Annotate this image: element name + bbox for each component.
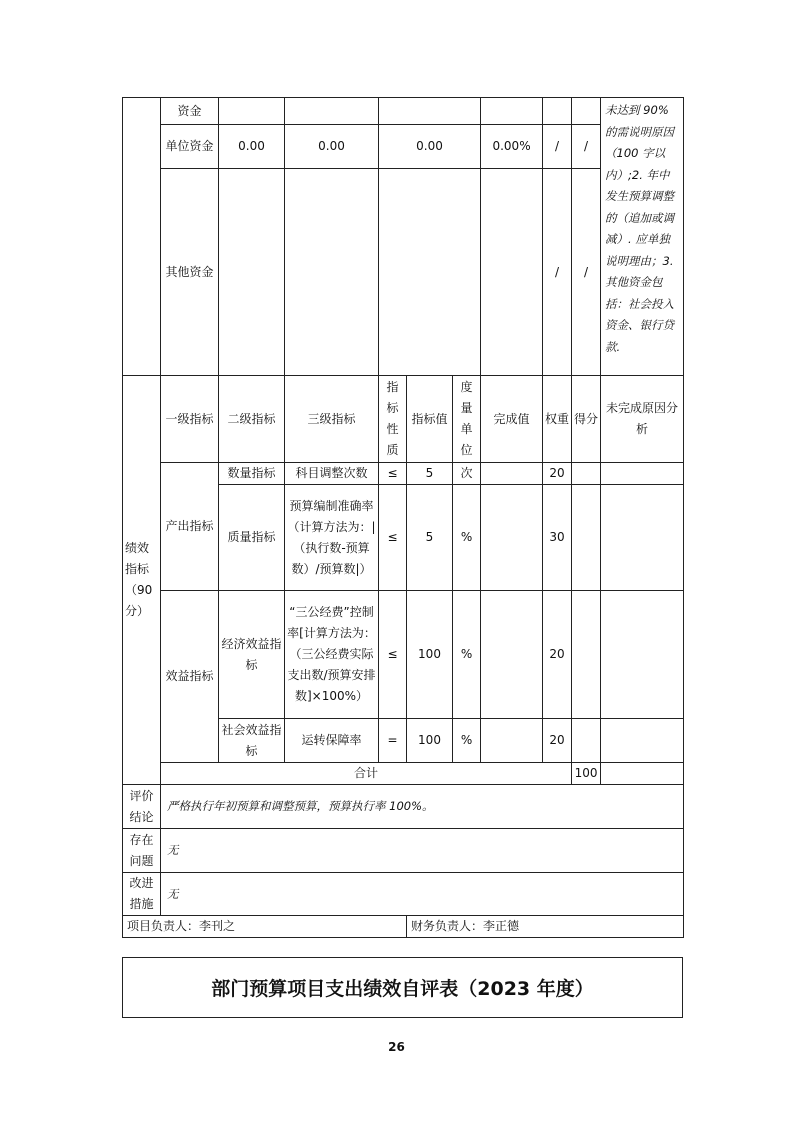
- problems-row: [123, 829, 684, 873]
- cell: [481, 98, 543, 125]
- project-lead: 项目负责人：李刊之: [123, 916, 407, 938]
- value: 100: [407, 719, 453, 763]
- table-row: [123, 169, 684, 376]
- total-row: [123, 763, 684, 785]
- column-header: 指标值: [407, 376, 453, 463]
- cell: /: [543, 169, 572, 376]
- weight: 20: [543, 591, 572, 719]
- column-header: 得分: [572, 376, 601, 463]
- table-row: [123, 591, 684, 719]
- level3: “三公经费”控制率[计算方法为：（三公经费实际支出数/预算安排数]×100%）: [285, 591, 379, 719]
- fund-label: 单位资金: [161, 125, 219, 169]
- cell: [601, 763, 684, 785]
- conclusion-row: [123, 785, 684, 829]
- cell: 0.00: [285, 125, 379, 169]
- cell: [481, 169, 543, 376]
- cell: 0.00%: [481, 125, 543, 169]
- done: [481, 591, 543, 719]
- column-header: 指标性质: [379, 376, 407, 463]
- cell: [379, 98, 481, 125]
- value: 5: [407, 463, 453, 485]
- level3: 预算编制准确率（计算方法为：|（执行数-预算数）/预算数|）: [285, 485, 379, 591]
- measures-text: 无: [161, 873, 684, 916]
- performance-table: [122, 97, 684, 938]
- column-header: 一级指标: [161, 376, 219, 463]
- column-header: 未完成原因分析: [601, 376, 684, 463]
- reason: [601, 463, 684, 485]
- header-row: [123, 376, 684, 463]
- reason: [601, 719, 684, 763]
- done: [481, 719, 543, 763]
- section-label: 绩效指标（90分）: [123, 376, 161, 785]
- score: [572, 463, 601, 485]
- fund-label: 资金: [161, 98, 219, 125]
- level2: 质量指标: [219, 485, 285, 591]
- unit: %: [453, 719, 481, 763]
- fund-note: 未达到 90% 的需说明原因（100 字以内）;2. 年中发生预算调整的（追加或调减）. 应单独说明理由；3. 其他资金包括：社会投入资金、银行贷款.: [601, 98, 684, 376]
- column-header: 三级指标: [285, 376, 379, 463]
- level3: 科目调整次数: [285, 463, 379, 485]
- level1-label: 产出指标: [161, 463, 219, 591]
- cell: 0.00: [379, 125, 481, 169]
- conclusion-text: 严格执行年初预算和调整预算，预算执行率 100%。: [161, 785, 684, 829]
- score: [572, 719, 601, 763]
- finance-lead: 财务负责人：李正德: [407, 916, 684, 938]
- unit: %: [453, 485, 481, 591]
- measures-row: [123, 873, 684, 916]
- nature: =: [379, 719, 407, 763]
- value: 100: [407, 591, 453, 719]
- done: [481, 463, 543, 485]
- next-table-title: 部门预算项目支出绩效自评表（2023 年度）: [122, 957, 683, 1018]
- unit: %: [453, 591, 481, 719]
- cell: /: [572, 169, 601, 376]
- weight: 30: [543, 485, 572, 591]
- level2: 社会效益指标: [219, 719, 285, 763]
- page-number: 26: [388, 1040, 405, 1054]
- cell: /: [543, 125, 572, 169]
- cell: [379, 169, 481, 376]
- weight: 20: [543, 463, 572, 485]
- score: [572, 591, 601, 719]
- value: 5: [407, 485, 453, 591]
- cell: [572, 98, 601, 125]
- table-row: [123, 463, 684, 485]
- weight: 20: [543, 719, 572, 763]
- cell: [219, 98, 285, 125]
- score: [572, 485, 601, 591]
- total-label: 合计: [161, 763, 572, 785]
- conclusion-label: 评价结论: [123, 785, 161, 829]
- level1-label: 效益指标: [161, 591, 219, 763]
- cell: [219, 169, 285, 376]
- cell: [543, 98, 572, 125]
- level2: 经济效益指标: [219, 591, 285, 719]
- nature: ≤: [379, 591, 407, 719]
- column-header: 度量单位: [453, 376, 481, 463]
- total-weight: 100: [572, 763, 601, 785]
- reason: [601, 485, 684, 591]
- fund-label: 其他资金: [161, 169, 219, 376]
- signature-row: [123, 916, 684, 938]
- unit: 次: [453, 463, 481, 485]
- done: [481, 485, 543, 591]
- cell: /: [572, 125, 601, 169]
- problems-text: 无: [161, 829, 684, 873]
- problems-label: 存在问题: [123, 829, 161, 873]
- level3: 运转保障率: [285, 719, 379, 763]
- nature: ≤: [379, 463, 407, 485]
- table-row: [123, 125, 684, 169]
- column-header: 完成值: [481, 376, 543, 463]
- column-header: 二级指标: [219, 376, 285, 463]
- nature: ≤: [379, 485, 407, 591]
- level2: 数量指标: [219, 463, 285, 485]
- column-header: 权重: [543, 376, 572, 463]
- blank-cell: [123, 98, 161, 376]
- table-row: [123, 98, 684, 125]
- cell: [285, 169, 379, 376]
- cell: 0.00: [219, 125, 285, 169]
- cell: [285, 98, 379, 125]
- reason: [601, 591, 684, 719]
- measures-label: 改进措施: [123, 873, 161, 916]
